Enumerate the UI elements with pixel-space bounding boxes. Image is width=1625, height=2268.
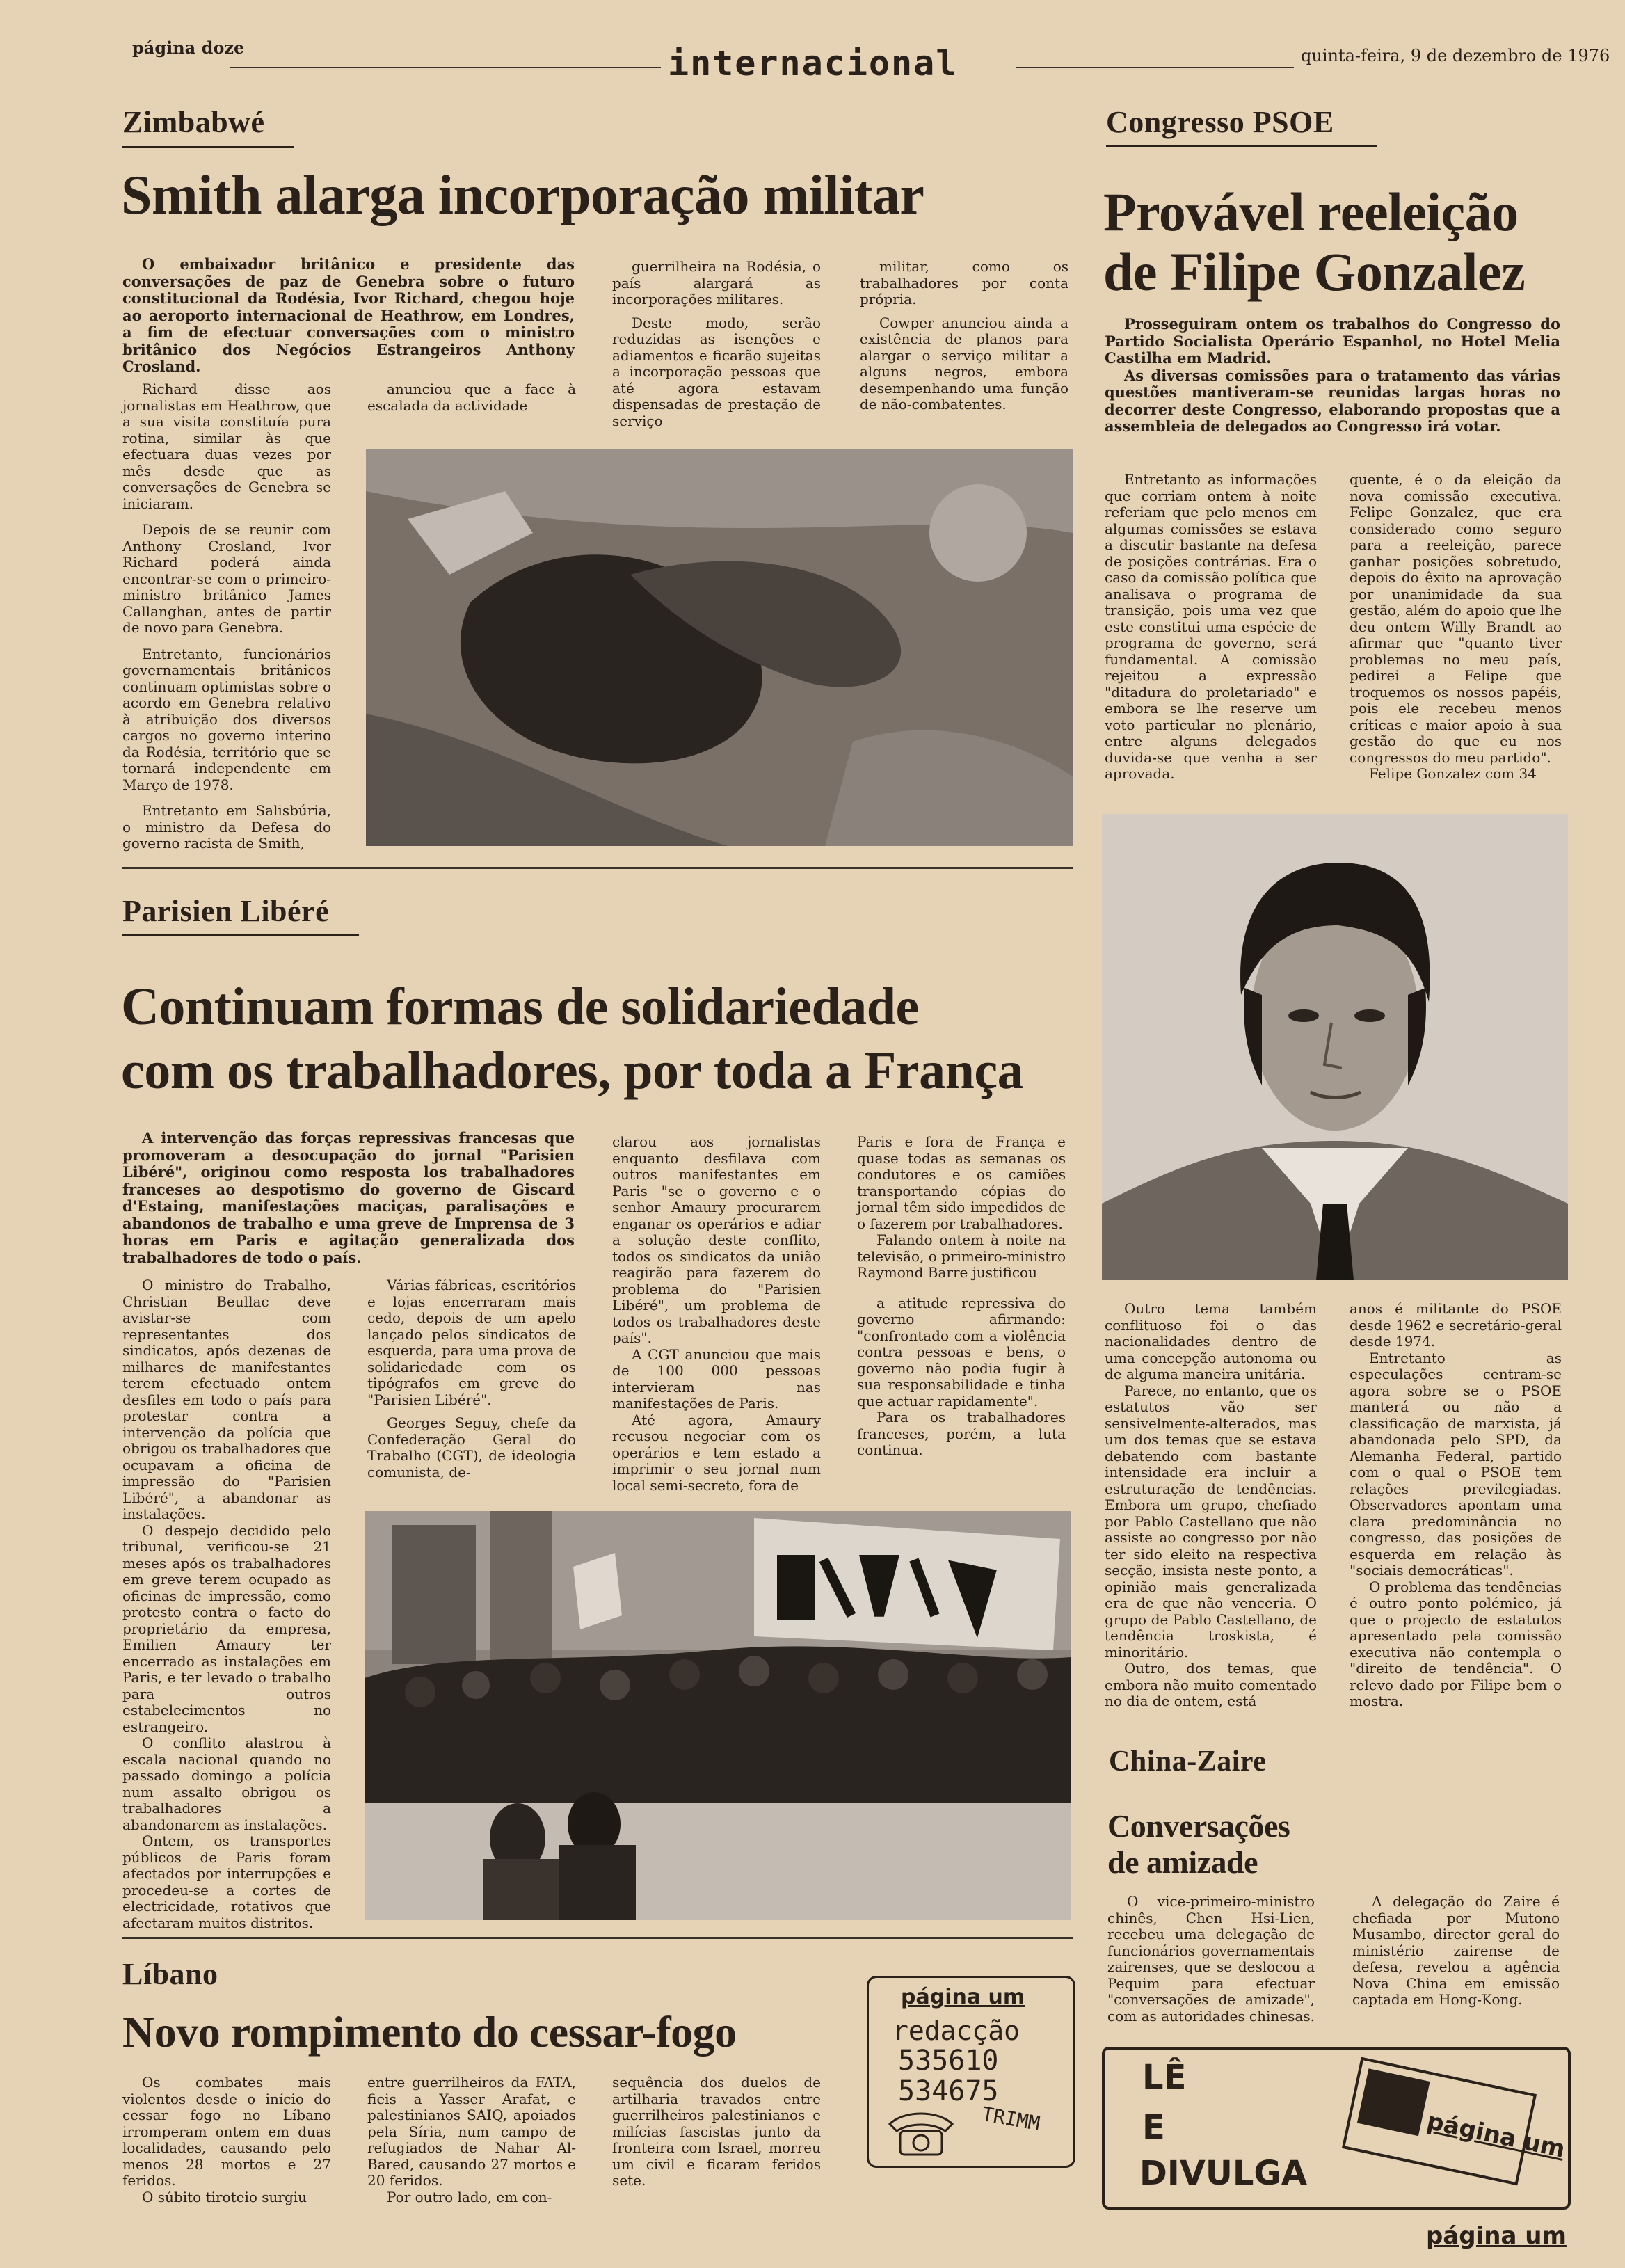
paragraph: O ministro do Trabalho, Christian Beullac deve avistar-se com representantes dos sindicatos, após dezenas de milhares de manifestantes terem efectuado ontem desfiles em todo o país para protestar contra a intervenção da polícia que obrigou os trabalhadores que ocupavam a oficina de impressão do "Parisien Libéré", a abandonar as instalações. [122, 1277, 331, 1522]
paragraph: O vice-primeiro-ministro chinês, Chen Hsi-Lien, recebeu uma delegação de funcionários governamentais zairenses, que se deslocou a Pequim para efectuar "conversações de amizade", com as autoridades chinesas. [1107, 1893, 1315, 2025]
zimbabwe-col1 [122, 381, 331, 852]
paragraph: A delegação do Zaire é chefiada por Mutono Musambo, director geral do ministério zairense de defesa, revelou a agência Nova China em emissão captada em Hong-Kong. [1352, 1893, 1560, 2008]
paragraph: Entretanto em Salisbúria, o ministro da Defesa do governo racista de Smith, [122, 802, 331, 852]
zimbabwe-lead [122, 256, 575, 376]
divider-parisien [122, 1937, 1073, 1939]
newspaper-title: página um [1424, 2107, 1568, 2164]
paragraph: Os combates mais violentos desde o início do cessar fogo no Líbano irromperam ontem em duas localidades, causando pelo menos 28 mortos e 27 feridos. [122, 2074, 331, 2189]
demonstration-photo [365, 1511, 1071, 1920]
libano-col3 [612, 2075, 821, 2189]
paragraph: Entretanto as especulações centram-se agora sobre se o PSOE manterá ou não a classificação de marxista, já abandonada pelo SPD, da Alemanha Federal, partido com o qual o PSOE tem relações previlegiadas. Observadores apontam uma clara predominância no congresso, das posições de esquerda em relação às "sociais democráticas". [1350, 1349, 1562, 1579]
parisien-col1 [122, 1277, 331, 1931]
paragraph: Outro tema também conflituoso foi o das nacionalidades dentro de uma concepção autonoma ou de alguma maneira unitária. [1105, 1300, 1317, 1382]
promo-line-3: DIVULGA [1139, 2154, 1307, 2193]
redaccao-ring: TRIMM [979, 2102, 1042, 2136]
china-col2 [1352, 1894, 1560, 2009]
libano-col2 [367, 2075, 576, 2205]
libano-kicker: Líbano [122, 1957, 218, 1991]
parisien-lead-text: A intervenção das forças repressivas francesas que promoveram a desocupação do jornal "Parisien Libéré", originou como resposta los trabalhadores franceses ao despotismo do governo de Giscard d'Estaing, manifestações maciças, paralisações e abandonos de trabalho e uma greve de Imprensa de 3 horas em Paris e agitação generalizada dos trabalhadores de todo o país. [122, 1129, 575, 1266]
zimbabwe-kicker: Zimbabwé [122, 105, 265, 139]
paragraph: Georges Seguy, chefe da Confederação Geral do Trabalho (CGT), de ideologia comunista, de- [367, 1414, 576, 1480]
paragraph: entre guerrilheiros da FATA, fieis a Yasser Arafat, e palestinianos SAIQ, apoiados pela Síria, num campo de refugiados de Nahar Al-Bared, causando 27 mortos e 20 feridos. [367, 2074, 576, 2189]
promo-line-2: E [1142, 2108, 1165, 2147]
psoe-lead [1105, 316, 1560, 436]
libano-headline: Novo rompimento do cessar-fogo [122, 2007, 737, 2057]
redaccao-phone-1: 535610 [898, 2045, 999, 2077]
zimbabwe-photo-art [366, 449, 1073, 846]
psoe-lead-2: As diversas comissões para o tratamento das várias questões mantiveram-se reunidas largas horas no decorrer deste Congresso, elaborando propostas que a assembleia de delegados ao Congresso irá votar. [1105, 366, 1560, 435]
zimbabwe-col4 [860, 259, 1068, 413]
paragraph: Paris e fora de França e quase todas as semanas os condutores e os camiões transportando cópias do jornal têm sido impedidos de o fazerem por trabalhadores. [857, 1133, 1066, 1232]
divider-zimbabwe [122, 867, 1073, 869]
parisien-col4 [857, 1134, 1066, 1459]
paragraph: Deste modo, serão reduzidas as isenções e adiamentos e ficarão sujeitas a incorporação pessoas que até agora estavam dispensadas de prestação de serviço [612, 314, 821, 429]
footer-label: página um [1426, 2222, 1567, 2250]
zimbabwe-col3 [612, 259, 821, 429]
china-col1 [1107, 1894, 1315, 2025]
masthead-rule-right [1016, 67, 1294, 68]
telephone-icon [883, 2103, 959, 2159]
demonstration-photo-art [365, 1511, 1071, 1920]
psoe-lead-1: Prosseguiram ontem os trabalhos do Congresso do Partido Socialista Operário Espanhol, no Hotel Melia Castilha em Madrid. [1105, 315, 1560, 367]
paragraph: clarou aos jornalistas enquanto desfilava com outros manifestantes em Paris "se o governo e o senhor Amaury procurarem enganar os operários e adiar a solução deste conflito, todos os sindicatos da união reagirão para fazerem do problema do "Parisien Libéré", um problema de todos os trabalhadores deste país". [612, 1133, 821, 1346]
china-headline-1: Conversações [1107, 1808, 1290, 1844]
parisien-kicker: Parisien Libéré [122, 894, 330, 928]
paragraph: Parece, no entanto, que os estatutos vão ser sensivelmente-alterados, mas um dos temas que se estava debatendo com bastante intensidade era incluir a estruturação de tendências. Embora um grupo, chefiado por Pablo Castellano que não assiste ao congresso por não ter sido eleito na respectiva secção, insista neste ponto, a opinião mais generalizada era de que não venceria. O grupo de Pablo Castellano, de tendência troskista, é minoritário. [1105, 1382, 1317, 1661]
paragraph: A CGT anunciou que mais de 100 000 pessoas intervieram nas manifestações de Paris. [612, 1345, 821, 1412]
paragraph: O súbito tiroteio surgiu [142, 2188, 307, 2205]
redaccao-title: página um [901, 1985, 1025, 2009]
newspaper-graphic [1342, 2057, 1568, 2186]
redaccao-phone-2: 534675 [898, 2075, 999, 2107]
psoe-col4 [1350, 1301, 1562, 1710]
paragraph: Falando ontem à noite na televisão, o primeiro-ministro Raymond Barre justificou [857, 1231, 1066, 1281]
paragraph: Várias fábricas, escritórios e lojas encerraram mais cedo, depois de um apelo lançado pelos sindicatos de esquerda, para uma prova de solidariedade com os tipógrafos em greve do "Parisien Libéré". [367, 1277, 576, 1408]
paragraph: Depois de se reunir com Anthony Crosland, Ivor Richard poderá ainda encontrar-se com o primeiro-ministro britânico James Callanghan, antes de partir de novo para Genebra. [122, 521, 331, 636]
gonzalez-portrait [1102, 814, 1568, 1280]
issue-date: quinta-feira, 9 de dezembro de 1976 [1301, 46, 1610, 65]
psoe-kicker: Congresso PSOE [1106, 105, 1334, 139]
redaccao-label: redacção [892, 2015, 1020, 2046]
china-headline-2: de amizade [1107, 1844, 1258, 1880]
paragraph: sequência dos duelos de artilharia travados entre guerrilheiros palestinianos e milícias fascistas junto da fronteira com Israel, morreu um civil e ficaram feridos sete. [612, 2074, 821, 2189]
paragraph: Richard disse aos jornalistas em Heathrow, que a sua visita constituía pura rotina, similar às que efectuara duas vezes por mês desde que as conversações de Genebra se iniciaram. [122, 381, 331, 512]
paragraph: Entretanto, funcionários governamentais britânicos continuam optimistas sobre o acordo em Genebra relativo à atribuição dos diversos cargos no governo interino da Rodésia, território que se tornará independente em Março de 1978. [122, 645, 331, 793]
paragraph: Por outro lado, em con- [387, 2188, 552, 2205]
parisien-headline-2: com os trabalhadores, por toda a França [121, 1041, 1024, 1100]
paragraph: Felipe Gonzalez com 34 [1369, 765, 1537, 782]
zimbabwe-photo [366, 449, 1073, 846]
paragraph: a atitude repressiva do governo afirmando: "confrontado com a violência contra pessoas e bens, o governo não podia fugir à sua responsabilidade e tinha que actuar rapidamente". [857, 1294, 1066, 1409]
paragraph: Até agora, Amaury recusou negociar com os operários e tem estado a imprimir o seu jornal num local semi-secreto, fora de [612, 1411, 821, 1494]
promo-line-1: LÊ [1142, 2058, 1187, 2097]
paragraph: guerrilheira na Rodésia, o país alargará as incorporações militares. [612, 258, 821, 308]
parisien-col2 [367, 1277, 576, 1480]
paragraph: Entretanto as informações que corriam ontem à noite referiam que pelo menos em algumas comissões se estava a discutir bastante na defesa de posições contrárias. Era o caso da comissão política que analisava o programa de transição, pois uma vez que este constitui uma espécie de programa de governo, será fundamental. A comissão rejeitou a expressão "ditadura do proletariado" e embora se lhe reserve um voto particular no plenário, entre alguns delegados duvida-se que venha a ser aprovada. [1105, 471, 1317, 782]
paragraph: O despejo decidido pelo tribunal, verificou-se 21 meses após os trabalhadores em greve terem ocupado as oficinas de impressão, como protesto contra o facto do proprietário da empresa, Emilien Amaury ter encerrado as instalações em Paris, e ter levado o trabalho para outros estabelecimentos no estrangeiro. [122, 1522, 331, 1735]
newspaper-photo-block [1357, 2068, 1430, 2136]
paragraph: Para os trabalhadores franceses, porém, a luta continua. [857, 1409, 1066, 1458]
libano-col1 [122, 2075, 331, 2205]
psoe-headline-2: de Filipe Gonzalez [1103, 241, 1526, 302]
promo-box [1102, 2047, 1571, 2210]
paragraph: anos é militante do PSOE desde 1962 e secretário-geral desde 1974. [1350, 1300, 1562, 1350]
parisien-headline-1: Continuam formas de solidariedade [121, 977, 919, 1036]
paragraph: O conflito alastrou à escala nacional quando no passado domingo a polícia num assalto obrigou os trabalhadores a abandonarem as instalações. [122, 1734, 331, 1833]
paragraph: Ontem, os transportes públicos de Paris foram afectados por interrupções e procedeu-se a cortes de electricidade, rotativos que afectaram muitos distritos. [122, 1832, 331, 1931]
paragraph: Cowper anunciou ainda a existência de planos para alargar o serviço militar a alguns negros, embora desempenhando uma função de não-combatentes. [860, 314, 1068, 413]
paragraph: militar, como os trabalhadores por conta própria. [860, 258, 1068, 308]
zimbabwe-kicker-rule [122, 146, 294, 148]
parisien-kicker-rule [122, 934, 359, 936]
paragraph: O problema das tendências é outro ponto polémico, já que o projecto de estatutos apresentado pela comissão executiva não contempla o "direito de tendência". O relevo dado por Filipe bem o mostra. [1350, 1578, 1562, 1709]
psoe-col2 [1350, 472, 1562, 783]
parisien-col3 [612, 1134, 821, 1494]
page-label: página doze [132, 38, 245, 58]
psoe-kicker-rule [1106, 145, 1377, 147]
parisien-lead [122, 1130, 575, 1266]
psoe-headline-1: Provável reeleição [1103, 182, 1519, 242]
redaccao-box [867, 1976, 1075, 2168]
paragraph: Outro, dos temas, que embora não muito comentado no dia de ontem, está [1105, 1660, 1317, 1709]
zimbabwe-col2 [367, 381, 576, 414]
china-kicker: China-Zaire [1109, 1746, 1267, 1778]
gonzalez-portrait-art [1102, 814, 1568, 1280]
zimbabwe-lead-text: O embaixador britânico e presidente das conversações de paz de Genebra sobre o futuro constitucional da Rodésia, Ivor Richard, chegou hoje ao aeroporto internacional de Heathrow, em Londres, a fim de efectuar conversações com o ministro britânico dos Negócios Estrangeiros Anthony Crosland. [122, 255, 575, 375]
psoe-col3 [1105, 1301, 1317, 1710]
zimbabwe-headline: Smith alarga incorporação militar [121, 165, 924, 226]
paragraph: anunciou que a face à escalada da actividade [367, 381, 576, 414]
masthead-rule-left [230, 67, 661, 68]
paragraph: quente, é o da eleição da nova comissão executiva. Felipe Gonzalez, que era considerado como seguro para a reeleição, parece ganhar posições sobretudo, depois do êxito na aprovação por unanimidade da sua gestão, além do apoio que lhe deu ontem Willy Brandt ao afirmar que "quanto tiver problemas no meu país, pedirei a Felipe que troquemos os nossos papéis, pois ele recebeu menos críticas e maior apoio à sua gestão do que eu nos congressos do meu partido". [1350, 471, 1562, 766]
section-title: internacional [668, 43, 959, 83]
psoe-col1 [1105, 472, 1317, 783]
